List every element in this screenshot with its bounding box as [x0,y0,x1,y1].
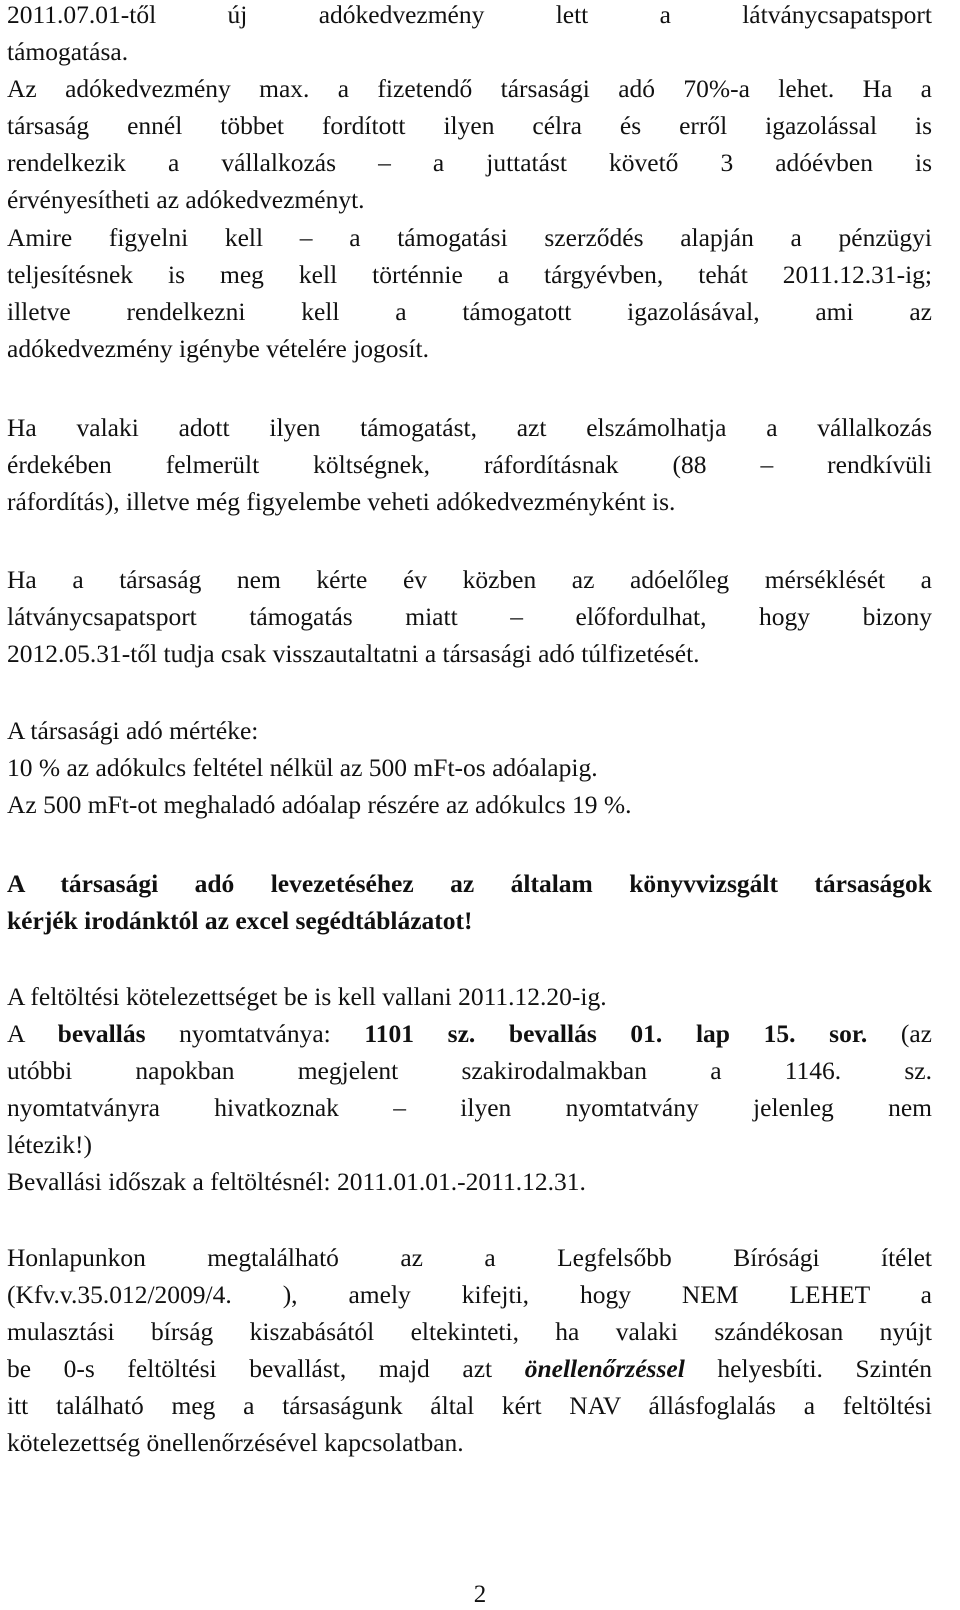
paragraph-8-line-6: Bevallási időszak a feltöltésnél: 2011.01.01.-2011.12.31. [7,1167,586,1196]
paragraph-3-line-2: teljesítésnek is meg kell történnie a tárgyévben, tehát 2011.12.31-ig; [7,260,932,289]
paragraph-8-line-3: utóbbi napokban megjelent szakirodalmakban a 1146. sz. [7,1056,932,1085]
paragraph-9-line-3: mulasztási bírság kiszabásától eltekinteti, ha valaki szándékosan nyújt [7,1317,932,1346]
bold-run-form-reference: 1101 sz. bevallás 01. lap 15. sor. [364,1019,868,1048]
paragraph-4-line-1: Ha valaki adott ilyen támogatást, azt elszámolhatja a vállalkozás [7,413,932,442]
bold-italic-run-onellenorzessel: önellenőrzéssel [524,1354,685,1383]
paragraph-8-line-1: A feltöltési kötelezettséget be is kell vallani 2011.12.20-ig. [7,982,607,1011]
text-run: A [7,1019,58,1048]
tax-rate-heading: A társasági adó mértéke: [7,716,259,745]
bold-run-bevallas: bevallás [57,1019,146,1048]
tax-rate-line-2: Az 500 mFt-ot meghaladó adóalap részére az adókulcs 19 %. [7,790,632,819]
paragraph-5-line-1: Ha a társaság nem kérte év közben az adóelőleg mérséklését a [7,565,932,594]
paragraph-2-line-1: Az adókedvezmény max. a fizetendő társasági adó 70%-a lehet. Ha a [7,74,932,103]
paragraph-3-line-4: adókedvezmény igénybe vételére jogosít. [7,334,430,363]
paragraph-4-line-2: érdekében felmerült költségnek, ráfordításnak (88 – rendkívüli [7,450,932,479]
paragraph-9-line-6: kötelezettség önellenőrzésével kapcsolatban. [7,1428,464,1457]
paragraph-8-line-4: nyomtatványra hivatkoznak – ilyen nyomtatvány jelenleg nem [7,1093,932,1122]
paragraph-3-line-1: Amire figyelni kell – a támogatási szerződés alapján a pénzügyi [7,223,932,252]
bold-notice-line-2: kérjék irodánktól az excel segédtáblázatot! [7,906,473,935]
text-run: (az [867,1019,932,1048]
paragraph-2-line-2: társaság ennél többet fordított ilyen célra és erről igazolással is [7,111,932,140]
paragraph-8-line-5: létezik!) [7,1130,92,1159]
tax-rate-line-1: 10 % az adókulcs feltétel nélkül az 500 mFt-os adóalapig. [7,753,598,782]
paragraph-4-line-3: ráfordítás), illetve még figyelembe veheti adókedvezményként is. [7,487,676,516]
paragraph-3-line-3: illetve rendelkezni kell a támogatott igazolásával, ami az [7,297,932,326]
bold-notice-line-1: A társasági adó levezetéséhez az általam könyvvizsgált társaságok [7,869,932,898]
paragraph-8-line-2 [7,1015,932,1052]
paragraph-1-line-1: 2011.07.01-től új adókedvezmény lett a látványcsapatsport [7,0,932,29]
text-run: be 0-s feltöltési bevallást, majd azt [7,1354,525,1383]
paragraph-2-line-4: érvényesítheti az adókedvezményt. [7,185,365,214]
page-number: 2 [473,1581,487,1608]
paragraph-9-line-4 [7,1350,932,1387]
paragraph-9-line-1: Honlapunkon megtalálható az a Legfelsőbb Bírósági ítélet [7,1243,932,1272]
paragraph-9-line-5: itt található meg a társaságunk által kért NAV állásfoglalás a feltöltési [7,1391,932,1420]
paragraph-5-line-3: 2012.05.31-től tudja csak visszautaltatni a társasági adó túlfizetését. [7,639,700,668]
paragraph-5-line-2: látványcsapatsport támogatás miatt – előfordulhat, hogy bizony [7,602,932,631]
text-run: helyesbíti. Szintén [684,1354,932,1383]
paragraph-9-line-2: (Kfv.v.35.012/2009/4. ), amely kifejti, hogy NEM LEHET a [7,1280,932,1309]
paragraph-2-line-3: rendelkezik a vállalkozás – a juttatást követő 3 adóévben is [7,148,932,177]
paragraph-1-line-2: támogatása. [7,37,129,66]
text-run: nyomtatványa: [145,1019,365,1048]
